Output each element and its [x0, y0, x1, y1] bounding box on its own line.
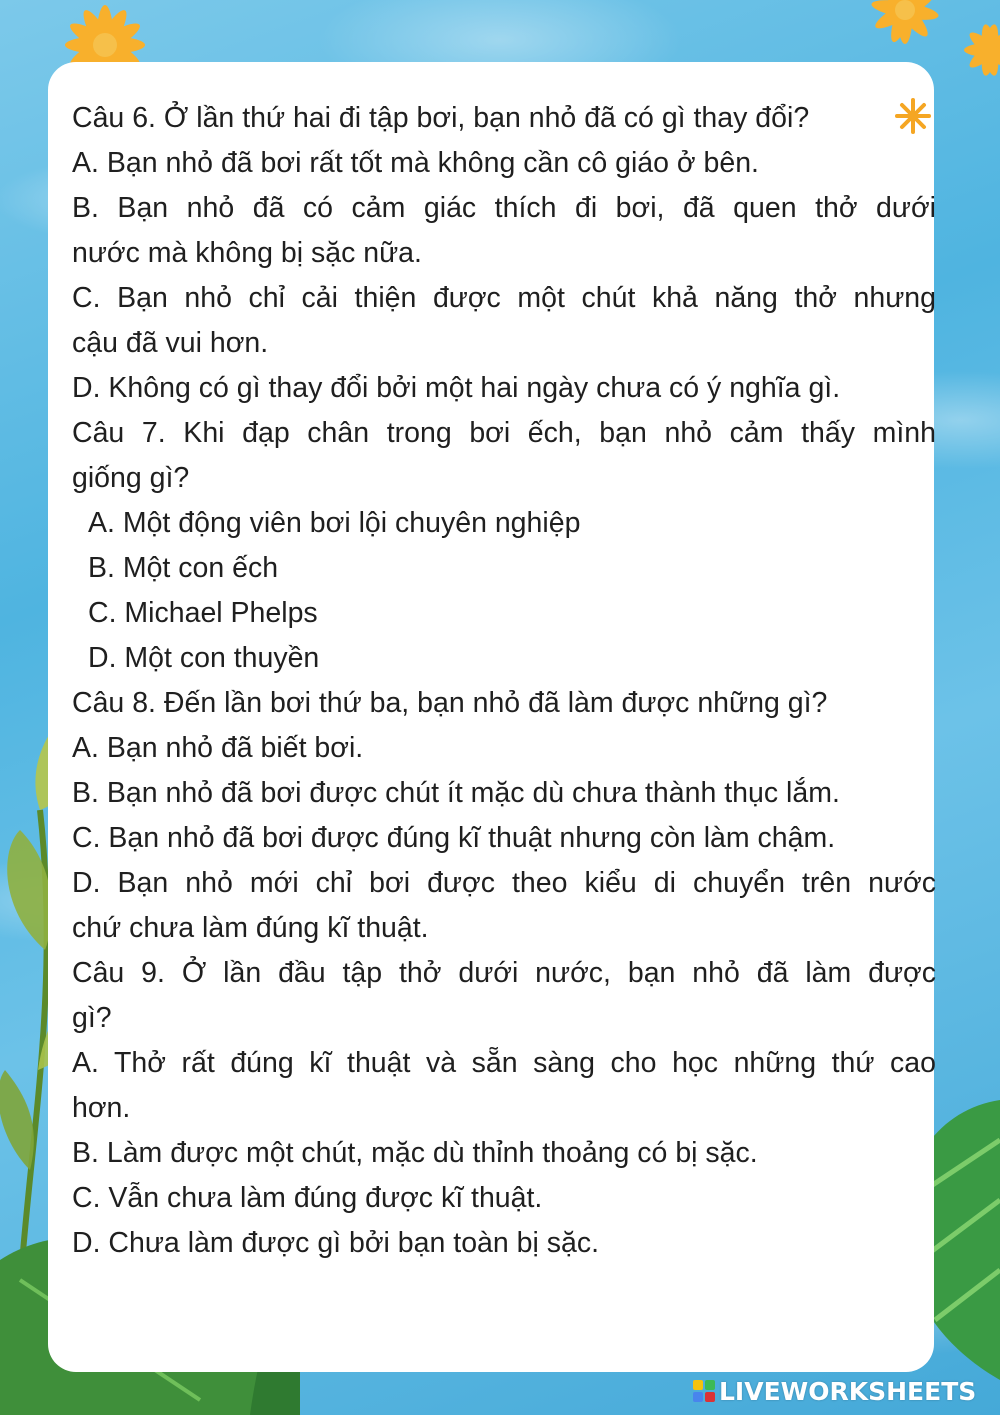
answer-6a: A. Bạn nhỏ đã bơi rất tốt mà không cần cô giáo ở bên. [72, 147, 759, 179]
question-9: Câu 9. Ở lần đầu tập thở dưới nước, bạn nhỏ đã làm được [72, 957, 936, 989]
answer-9a-cont: hơn. [72, 1092, 131, 1124]
liveworksheets-logo[interactable] [693, 1374, 993, 1408]
answer-9a: A. Thở rất đúng kĩ thuật và sẵn sàng cho học những thứ cao [72, 1047, 936, 1079]
logo-text: LIVEWORKSHEETS [719, 1376, 977, 1406]
logo-square-icon [693, 1380, 703, 1390]
logo-square-icon [705, 1380, 715, 1390]
logo-grid-icon [693, 1380, 715, 1402]
answer-8a: A. Bạn nhỏ đã biết bơi. [72, 732, 364, 764]
answer-6b: B. Bạn nhỏ đã có cảm giác thích đi bơi, đã quen thở dưới [72, 192, 936, 224]
answer-9c: C. Vẫn chưa làm đúng được kĩ thuật. [72, 1182, 543, 1214]
answer-6c: C. Bạn nhỏ chỉ cải thiện được một chút khả năng thở nhưng [72, 282, 936, 314]
answer-7d: D. Một con thuyền [88, 642, 320, 674]
answer-6c-cont: cậu đã vui hơn. [72, 327, 269, 359]
answer-7c: C. Michael Phelps [88, 597, 318, 629]
logo-square-icon [693, 1392, 703, 1402]
answer-9b: B. Làm được một chút, mặc dù thỉnh thoảng có bị sặc. [72, 1137, 758, 1169]
answer-8d: D. Bạn nhỏ mới chỉ bơi được theo kiểu di chuyển trên nước [72, 867, 936, 899]
answer-9d: D. Chưa làm được gì bởi bạn toàn bị sặc. [72, 1227, 600, 1259]
answer-8b: B. Bạn nhỏ đã bơi được chút ít mặc dù chưa thành thục lắm. [72, 777, 840, 809]
question-9-cont: gì? [72, 1002, 112, 1034]
answer-8c: C. Bạn nhỏ đã bơi được đúng kĩ thuật nhưng còn làm chậm. [72, 822, 836, 854]
answer-6d: D. Không có gì thay đổi bởi một hai ngày chưa có ý nghĩa gì. [72, 372, 841, 404]
question-7: Câu 7. Khi đạp chân trong bơi ếch, bạn nhỏ cảm thấy mình [72, 417, 936, 449]
logo-square-icon [705, 1392, 715, 1402]
answer-7a: A. Một động viên bơi lội chuyên nghiệp [88, 507, 581, 539]
question-8: Câu 8. Đến lần bơi thứ ba, bạn nhỏ đã làm được những gì? [72, 687, 828, 719]
question-7-cont: giống gì? [72, 462, 190, 494]
answer-6b-cont: nước mà không bị sặc nữa. [72, 237, 422, 269]
question-6: Câu 6. Ở lần thứ hai đi tập bơi, bạn nhỏ đã có gì thay đổi? [72, 102, 810, 134]
worksheet-content [72, 96, 936, 1266]
answer-8d-cont: chứ chưa làm đúng kĩ thuật. [72, 912, 429, 944]
answer-7b: B. Một con ếch [88, 552, 279, 584]
